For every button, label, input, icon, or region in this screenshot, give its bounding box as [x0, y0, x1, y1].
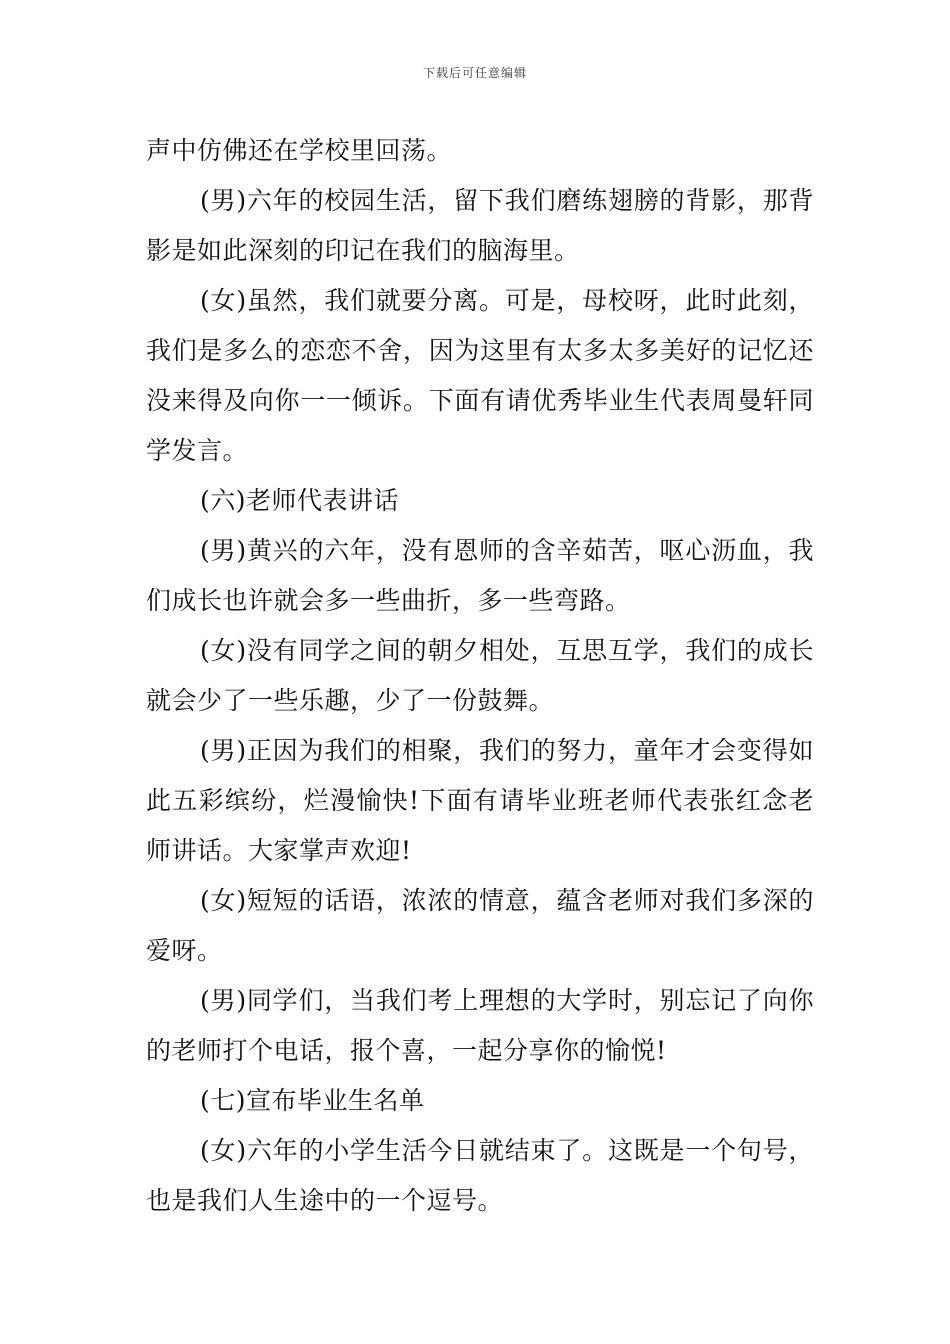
paragraph-female-speech: (女)虽然，我们就要分离。可是，母校呀，此时此刻，我们是多么的恋恋不舍，因为这里有太多太多美好的记忆还没来得及向你一一倾诉。下面有请优秀毕业生代表周曼轩同学发言。 — [146, 286, 814, 465]
section-heading-seven: (七)宣布毕业生名单 — [200, 1086, 425, 1115]
paragraph-male-speech: (男)正因为我们的相聚，我们的努力，童年才会变得如此五彩缤纷，烂漫愉快!下面有请毕业班老师代表张红念老师讲话。大家掌声欢迎! — [146, 736, 814, 865]
paragraph-male-speech: (男)黄兴的六年，没有恩师的含辛茹苦，呕心沥血，我们成长也许就会多一些曲折，多一些弯路。 — [146, 536, 814, 615]
section-heading-six: (六)老师代表讲话 — [200, 486, 400, 515]
paragraph-male-speech: (男)同学们，当我们考上理想的大学时，别忘记了向你的老师打个电话，报个喜，一起分享你的愉悦! — [146, 986, 814, 1065]
paragraph-continuation: 声中仿佛还在学校里回荡。 — [146, 136, 453, 165]
page-header: 下载后可任意编辑 — [422, 66, 527, 80]
paragraph-female-speech: (女)短短的话语，浓浓的情意，蕴含老师对我们多深的爱呀。 — [146, 886, 814, 965]
document-body — [146, 126, 814, 1226]
paragraph-male-speech: (男)六年的校园生活，留下我们磨练翅膀的背影，那背影是如此深刻的印记在我们的脑海里。 — [146, 186, 814, 265]
paragraph-female-speech: (女)没有同学之间的朝夕相处，互思互学，我们的成长就会少了一些乐趣，少了一份鼓舞。 — [146, 636, 814, 715]
paragraph-female-speech: (女)六年的小学生活今日就结束了。这既是一个句号，也是我们人生途中的一个逗号。 — [146, 1136, 814, 1215]
